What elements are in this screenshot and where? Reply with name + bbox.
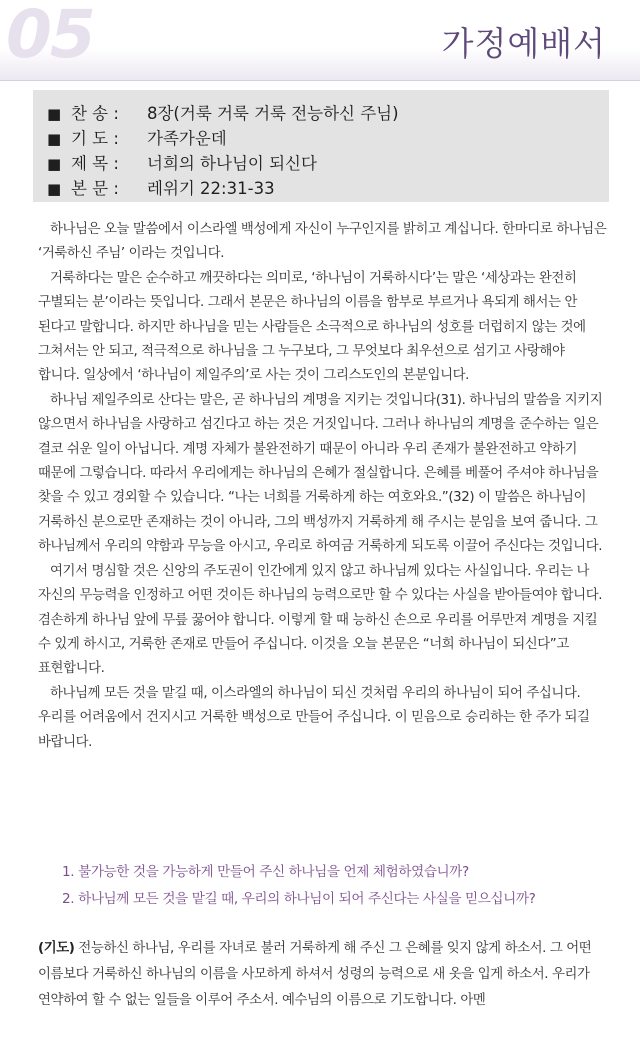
info-value: 너희의 하나님이 되신다: [147, 154, 317, 173]
info-value: 가족가운데: [147, 129, 227, 148]
sermon-paragraph: 하나님 제일주의로 산다는 말은, 곧 하나님의 계명을 지키는 것입니다(31). 하나님의 말씀을 지키지 않으면서 하나님을 사랑하고 섬긴다고 하는 것은 거짓입니다. 그러나 하나님의 계명을 준수하는 일은 결코 쉬운 일이 아닙니다. 계명 자체가 불완전하기 때문이 아니라 우리 존재가 불완전하고 약하기 때문에 그렇습니다. 따라서 우리에게는 하나님의 은혜가 절실합니다. 은혜를 베풀어 주셔야 하나님을 찾을 수 있고 경외할 수 있습니다. “나는 너희를 거룩하게 하는 여호와요.”(32) 이 말씀은 하나님이 거룩하신 분으로만 존재하는 것이 아니라, 그의 백성까지 거룩하게 해 주시는 분임을 보여 줍니다. 그 하나님께서 우리의 약함과 무능을 아시고, 우리로 하여금 거룩하게 되도록 이끌어 주신다는 것입니다.: [38, 392, 603, 555]
prayer-label: (기도): [38, 941, 75, 956]
sermon-paragraph: 하나님께 모든 것을 맡길 때, 이스라엘의 하나님이 되신 것처럼 우리의 하나님이 되어 주십니다. 우리를 어려움에서 건지시고 거룩한 백성으로 만들어 주십니다. 이 믿음으로 승리하는 한 주가 되길 바랍니다.: [38, 685, 590, 750]
prayer-text: 전능하신 하나님, 우리를 자녀로 불러 거룩하게 해 주신 그 은혜를 잊지 않게 하소서. 그 어떤 이름보다 거룩하신 하나님의 이름을 사모하게 하셔서 성령의 능력으로 새 옷을 입게 하소서. 우리가 연약하여 할 수 없는 일들을 이루어 주소서. 예수님의 이름으로 기도합니다. 아멘: [38, 941, 592, 1008]
bullet-square-icon: ■: [47, 105, 62, 123]
sermon-paragraph: 여기서 명심할 것은 신앙의 주도권이 인간에게 있지 않고 하나님께 있다는 사실입니다. 우리는 나 자신의 무능력을 인정하고 어떤 것이든 하나님의 능력으로만 할 수 있다는 사실을 받아들여야 합니다.: [38, 563, 603, 604]
info-row-hymn: [47, 100, 399, 124]
page-header: [0, 0, 640, 81]
bullet-square-icon: ■: [47, 130, 62, 148]
sermon-body: [38, 218, 608, 755]
question-item: 2. 하나님께 모든 것을 맡길 때, 우리의 하나님이 되어 주신다는 사실을 믿으십니까?: [62, 891, 536, 907]
info-row-title: [47, 150, 317, 174]
info-row-scripture: [47, 175, 275, 199]
info-box: [33, 90, 609, 202]
discussion-questions: [62, 859, 622, 913]
section-title: 가정예배서: [441, 24, 606, 63]
question-item: 1. 불가능한 것을 가능하게 만들어 주신 하나님을 언제 체험하였습니까?: [62, 864, 469, 880]
info-label: 제 목 :: [71, 154, 119, 173]
info-value: 레위기 22:31-33: [147, 179, 275, 198]
info-value: 8장(거룩 거룩 거룩 전능하신 주님): [147, 104, 399, 123]
closing-prayer: [38, 936, 608, 1014]
info-label: 기 도 :: [71, 129, 119, 148]
sermon-paragraph: 하나님은 오늘 말씀에서 이스라엘 백성에게 자신이 누구인지를 밝히고 계십니다. 한마디로 하나님은 ‘거룩하신 주님’ 이라는 것입니다.: [38, 222, 607, 262]
info-label: 본 문 :: [71, 179, 119, 198]
lesson-number: 05: [6, 0, 94, 73]
info-row-prayer: [47, 125, 227, 149]
sermon-paragraph: 겸손하게 하나님 앞에 무릎 꿇어야 합니다. 이렇게 할 때 능하신 손으로 우리를 어루만져 계명을 지킬 수 있게 하시고, 거룩한 존재로 만들어 주십니다. 이것을 오늘 본문은 “너희 하나님이 되신다”고 표현합니다.: [38, 612, 598, 677]
bullet-square-icon: ■: [47, 155, 62, 173]
bullet-square-icon: ■: [47, 180, 62, 198]
sermon-paragraph: 거룩하다는 말은 순수하고 깨끗하다는 의미로, ‘하나님이 거룩하시다’는 말은 ‘세상과는 완전히 구별되는 분’이라는 뜻입니다. 그래서 본문은 하나님의 이름을 함부로 부르거나 욕되게 해서는 안 된다고 말합니다. 하지만 하나님을 믿는 사람들은 소극적으로 하나님의 성호를 더럽히지 않는 것에 그쳐서는 안 되고, 적극적으로 하나님을 그 누구보다, 그 무엇보다 최우선으로 섬기고 사랑해야 합니다. 일상에서 ‘하나님이 제일주의’로 사는 것이 그리스도인의 본분입니다.: [38, 270, 586, 384]
info-label: 찬 송 :: [71, 104, 119, 123]
